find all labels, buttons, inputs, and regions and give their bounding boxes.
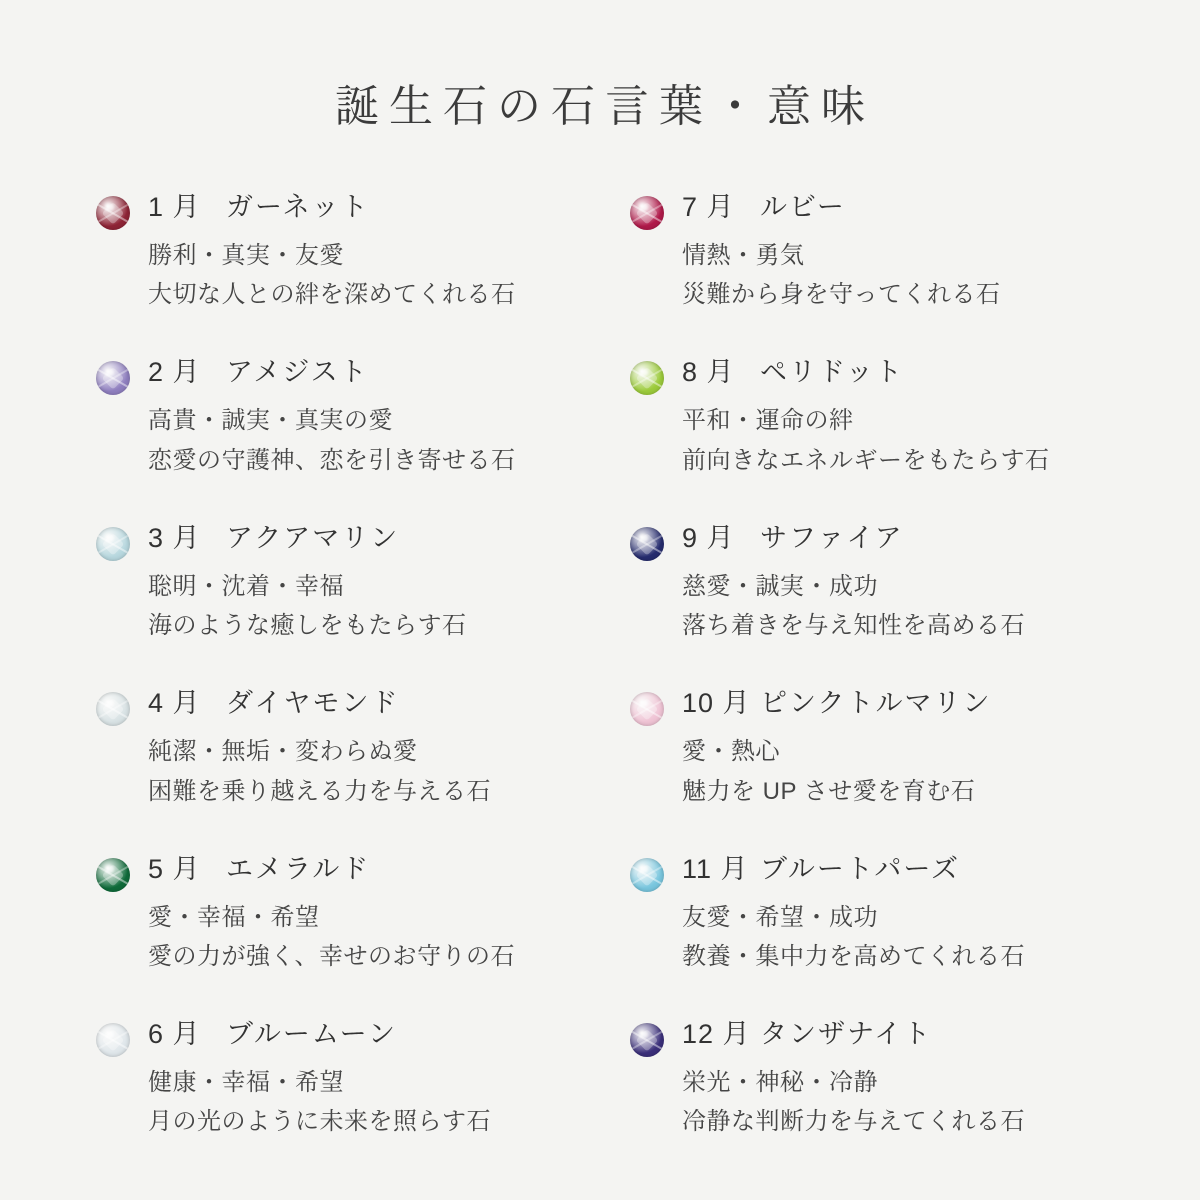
gem-pink-tourmaline-icon [630, 692, 664, 726]
entry-meaning: 災難から身を守ってくれる石 [682, 281, 1001, 309]
list-item [96, 854, 606, 975]
entry-keywords: 愛・幸福・希望 [148, 903, 320, 931]
entry-month: 2 月 [148, 357, 201, 388]
entry-meaning: 困難を乗り越える力を与える石 [148, 777, 491, 805]
entry-keywords: 友愛・希望・成功 [682, 903, 878, 931]
entry-stone: ブルートパーズ [760, 853, 961, 884]
entry-stone: アクアマリン [226, 522, 400, 553]
entry-month: 12 月 [682, 1019, 751, 1050]
entry-text [148, 523, 606, 644]
entry-text [682, 688, 1140, 809]
list-item [96, 1019, 606, 1140]
entry-stone: ピンクトルマリン [760, 688, 992, 719]
entry-meaning: 落ち着きを与え知性を高める石 [682, 612, 1025, 640]
entry-meaning: 魅力を UP させ愛を育む石 [682, 777, 976, 805]
entry-text [148, 688, 606, 809]
entry-keywords: 純潔・無垢・変わらぬ愛 [148, 738, 418, 766]
list-item [630, 854, 1140, 975]
entry-heading [148, 357, 606, 388]
gem-aquamarine-icon [96, 527, 130, 561]
entry-keywords: 慈愛・誠実・成功 [682, 572, 878, 600]
gem-diamond-icon [96, 692, 130, 726]
gem-amethyst-icon [96, 361, 130, 395]
entry-heading [148, 523, 606, 554]
column-left [60, 192, 606, 1141]
entry-stone: ブルームーン [226, 1019, 398, 1050]
entry-heading [682, 357, 1140, 388]
entry-month: 5 月 [148, 853, 201, 884]
list-item [96, 523, 606, 644]
entry-meaning: 愛の力が強く、幸せのお守りの石 [148, 942, 516, 970]
entry-keywords: 愛・熱心 [682, 738, 780, 766]
list-item [96, 688, 606, 809]
entry-stone: タンザナイト [760, 1019, 933, 1050]
entry-month: 4 月 [148, 688, 201, 719]
entry-month: 11 月 [682, 853, 749, 884]
entry-month: 9 月 [682, 522, 735, 553]
entry-stone: ルビー [760, 192, 846, 222]
list-item [630, 357, 1140, 478]
gem-blue-topaz-icon [630, 858, 664, 892]
entry-heading [682, 688, 1140, 719]
entry-text [682, 854, 1140, 975]
entry-columns [60, 192, 1140, 1141]
entry-heading [682, 523, 1140, 554]
entry-text [148, 1019, 606, 1140]
entry-meaning: 前向きなエネルギーをもたらす石 [682, 446, 1050, 474]
entry-month: 8 月 [682, 357, 735, 388]
list-item [630, 192, 1140, 313]
list-item [630, 688, 1140, 809]
entry-keywords: 高貴・誠実・真実の愛 [148, 407, 393, 435]
entry-heading [148, 854, 606, 885]
entry-stone: ガーネット [226, 192, 370, 222]
entry-stone: ダイヤモンド [226, 688, 400, 719]
list-item [96, 192, 606, 313]
gem-tanzanite-icon [630, 1023, 664, 1057]
list-item [630, 523, 1140, 644]
entry-text [148, 192, 606, 313]
entry-stone: サファイア [760, 522, 904, 553]
entry-text [682, 192, 1140, 313]
entry-keywords: 平和・運命の絆 [682, 407, 854, 435]
page-title: 誕生石の石言葉・意味 [335, 82, 875, 131]
entry-keywords: 情熱・勇気 [682, 242, 805, 270]
entry-stone: エメラルド [226, 853, 371, 884]
entry-text [148, 357, 606, 478]
entry-meaning: 月の光のように未来を照らす石 [148, 1108, 491, 1136]
entry-heading [148, 688, 606, 719]
entry-month: 6 月 [148, 1019, 201, 1050]
entry-meaning: 教養・集中力を高めてくれる石 [682, 942, 1025, 970]
gem-garnet-icon [96, 196, 130, 230]
entry-keywords: 勝利・真実・友愛 [148, 242, 344, 270]
entry-meaning: 海のような癒しをもたらす石 [148, 612, 467, 640]
entry-text [682, 357, 1140, 478]
gem-bluemoon-icon [96, 1023, 130, 1057]
entry-keywords: 健康・幸福・希望 [148, 1069, 344, 1097]
entry-heading [682, 854, 1140, 885]
entry-heading [682, 1019, 1140, 1050]
gem-sapphire-icon [630, 527, 664, 561]
entry-keywords: 栄光・神秘・冷静 [682, 1069, 878, 1097]
entry-month: 1 月 [148, 192, 201, 222]
list-item [630, 1019, 1140, 1140]
list-item [96, 357, 606, 478]
entry-stone: アメジスト [226, 357, 369, 388]
gem-peridot-icon [630, 361, 664, 395]
entry-heading [148, 1019, 606, 1050]
entry-month: 3 月 [148, 522, 201, 553]
entry-keywords: 聡明・沈着・幸福 [148, 572, 344, 600]
column-right [606, 192, 1140, 1141]
entry-stone: ペリドット [760, 357, 904, 388]
entry-text [682, 1019, 1140, 1140]
entry-text [148, 854, 606, 975]
gem-ruby-icon [630, 196, 664, 230]
entry-month: 7 月 [682, 192, 735, 222]
entry-meaning: 恋愛の守護神、恋を引き寄せる石 [148, 446, 516, 474]
entry-meaning: 大切な人との絆を深めてくれる石 [148, 281, 516, 309]
gem-emerald-icon [96, 858, 130, 892]
entry-text [682, 523, 1140, 644]
entry-heading [682, 192, 1140, 223]
entry-heading [148, 192, 606, 223]
entry-month: 10 月 [682, 688, 751, 719]
entry-meaning: 冷静な判断力を与えてくれる石 [682, 1108, 1025, 1136]
